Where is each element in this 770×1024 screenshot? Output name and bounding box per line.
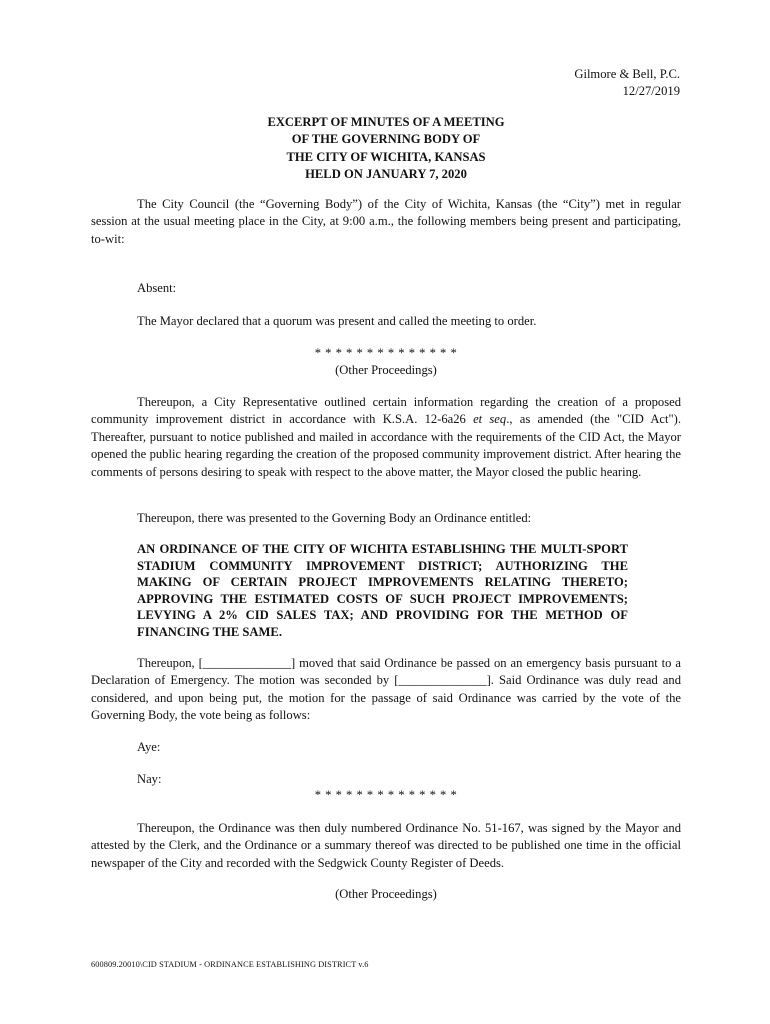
absent-label: Absent: <box>137 281 177 295</box>
hearing-paragraph <box>91 394 681 481</box>
separator-stars-2: * * * * * * * * * * * * * * <box>314 788 458 802</box>
motion-paragraph: Thereupon, [______________] moved that said Ordinance be passed on an emergency basis pursuant to a Declaration of Emergency. The motion was seconded by [______________]. Said Ordinance was duly read and considered, and upon being put, the motion for the passage of said Ordinance was carried by the vote of the Governing Body, the vote being as follows: <box>91 656 681 723</box>
hearing-text-a: Thereupon, a City Representative outlined certain information regarding the creation of a proposed community improvement district in accordance with K.S.A. 12-6a26 <box>91 395 681 427</box>
quorum-paragraph: The Mayor declared that a quorum was present and called the meeting to order. <box>137 314 537 328</box>
presented-paragraph: Thereupon, there was presented to the Governing Body an Ordinance entitled: <box>137 511 532 525</box>
title-line-4: HELD ON JANUARY 7, 2020 <box>305 167 467 182</box>
header-date: 12/27/2019 <box>622 84 680 99</box>
header-block <box>380 66 680 101</box>
aye-label: Aye: <box>137 740 161 754</box>
title-line-2: OF THE GOVERNING BODY OF <box>291 132 481 147</box>
title-line-1: EXCERPT OF MINUTES OF A MEETING <box>267 115 505 129</box>
hearing-text-italic: et seq <box>473 412 507 427</box>
separator-stars-1: * * * * * * * * * * * * * * <box>314 346 458 360</box>
numbered-paragraph: Thereupon, the Ordinance was then duly numbered Ordinance No. 51-167, was signed by the Mayor and attested by the Clerk, and the Ordinance or a summary thereof was directed to be published one time in the official newspaper of the City and recorded with the Sedgwick County Register of Deeds. <box>91 821 681 870</box>
other-proceedings-2: (Other Proceedings) <box>335 887 437 901</box>
title-line-3: THE CITY OF WICHITA, KANSAS <box>286 149 486 164</box>
firm-name: Gilmore & Bell, P.C. <box>574 67 680 81</box>
hearing-text-b: ., as amended (the "CID Act"). Thereafter, pursuant to notice published and mailed in accordance with the requirements of the CID Act, the Mayor opened the public hearing regarding the creation of the proposed community improvement district. After hearing the comments of persons desiring to speak with respect to the above matter, the Mayor closed the public hearing. <box>91 412 681 479</box>
other-proceedings-1: (Other Proceedings) <box>335 363 437 377</box>
intro-paragraph: The City Council (the “Governing Body”) of the City of Wichita, Kansas (the “City”) met in regular session at the usual meeting place in the City, at 9:00 a.m., the following members being present and participating, to-wit: <box>91 197 681 246</box>
footer-doc-id: 600809.20010\CID STADIUM - ORDINANCE ESTABLISHING DISTRICT v.6 <box>91 960 369 969</box>
document-title <box>91 114 681 184</box>
ordinance-title: AN ORDINANCE OF THE CITY OF WICHITA ESTABLISHING THE MULTI-SPORT STADIUM COMMUNITY IMPROVEMENT DISTRICT; AUTHORIZING THE MAKING OF CERTAIN PROJECT IMPROVEMENTS RELATING THERETO; APPROVING THE ESTIMATED COSTS OF SUCH PROJECT IMPROVEMENTS; LEVYING A 2% CID SALES TAX; AND PROVIDING FOR THE METHOD OF FINANCING THE SAME. <box>137 542 628 639</box>
nay-label: Nay: <box>137 772 162 786</box>
